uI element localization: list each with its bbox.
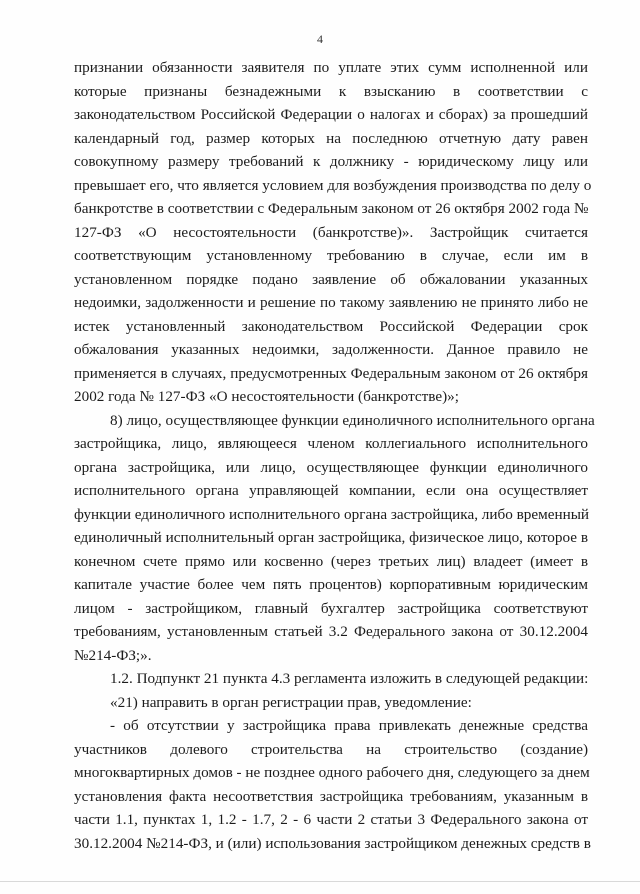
text-line: единоличный исполнительный орган застройщика, физическое лицо, которое в bbox=[74, 529, 588, 546]
text-line: 30.12.2004 №214-ФЗ, и (или) использования застройщиком денежных средств в bbox=[74, 834, 591, 852]
text-line: капитале участие более чем пять процентов) корпоративным юридическим bbox=[74, 576, 588, 593]
text-line: части 1.1, пунктах 1, 1.2 - 1.7, 2 - 6 части 2 статьи 3 Федерального закона от bbox=[74, 811, 588, 828]
text-line: законодательством Российской Федерации о налогах и сборах) за прошедший bbox=[74, 106, 588, 123]
text-line: совокупному размеру требований к должнику - юридическому лицу или bbox=[74, 153, 588, 170]
text-line: установления факта несоответствия застройщика требованиям, указанным в bbox=[74, 787, 588, 805]
text-line: установленном порядке подано заявление об обжаловании указанных bbox=[74, 270, 588, 288]
text-line: 2002 года № 127-ФЗ «О несостоятельности (банкротстве)»; bbox=[74, 388, 459, 405]
text-line: «21) направить в орган регистрации прав, уведомление: bbox=[110, 693, 472, 711]
text-line: функции единоличного исполнительного органа застройщика, либо временный bbox=[74, 505, 590, 523]
text-line: исполнительного органа управляющей компании, если она осуществляет bbox=[74, 482, 588, 499]
text-line: органа застройщика, или лицо, осуществляющее функции единоличного bbox=[74, 458, 588, 476]
text-line: календарный год, размер которых на последнюю отчетную дату равен bbox=[74, 129, 588, 147]
text-line: 127-ФЗ «О несостоятельности (банкротстве)». Застройщик считается bbox=[74, 223, 588, 241]
text-line: многоквартирных домов - не позднее одного рабочего дня, следующего за днем bbox=[74, 764, 590, 781]
text-line: признании обязанности заявителя по уплате этих сумм исполненной или bbox=[74, 59, 588, 76]
text-line: участников долевого строительства на строительство (создание) bbox=[74, 740, 588, 758]
text-line: применяется в случаях, предусмотренных Федеральным законом от 26 октября bbox=[74, 364, 588, 382]
text-line: 1.2. Подпункт 21 пункта 4.3 регламента изложить в следующей редакции: bbox=[110, 670, 589, 687]
text-line: банкротстве в соответствии с Федеральным законом от 26 октября 2002 года № bbox=[74, 200, 589, 217]
text-line: превышает его, что является условием для возбуждения производства по делу о bbox=[74, 176, 592, 194]
text-line: конечном счете прямо или косвенно (через третьих лиц) владеет (имеет в bbox=[74, 552, 588, 570]
text-line: - об отсутствии у застройщика права привлекать денежные средства bbox=[110, 717, 588, 734]
text-line: застройщика, лицо, являющееся членом коллегиального исполнительного bbox=[74, 435, 588, 452]
page-number: 4 bbox=[317, 32, 323, 46]
text-line: соответствующим установленному требованию в случае, если им в bbox=[74, 247, 588, 264]
text-line: 8) лицо, осуществляющее функции единоличного исполнительного органа bbox=[110, 411, 595, 429]
document-body bbox=[74, 56, 595, 855]
text-line: лицом - застройщиком, главный бухгалтер застройщика соответствуют bbox=[74, 599, 588, 617]
text-line: требованиям, установленным статьей 3.2 Федерального закона от 30.12.2004 bbox=[74, 623, 588, 640]
text-line: обжалования указанных недоимки, задолженности. Данное правило не bbox=[74, 341, 588, 358]
text-line: недоимки, задолженности и решение по такому заявлению не принято либо не bbox=[74, 294, 588, 311]
page-bottom-edge bbox=[0, 881, 640, 882]
text-line: которые признаны безнадежными к взысканию в соответствии с bbox=[74, 82, 588, 100]
text-line: №214-ФЗ;». bbox=[74, 646, 152, 664]
text-line: истек установленный законодательством Российской Федерации срок bbox=[74, 317, 588, 335]
